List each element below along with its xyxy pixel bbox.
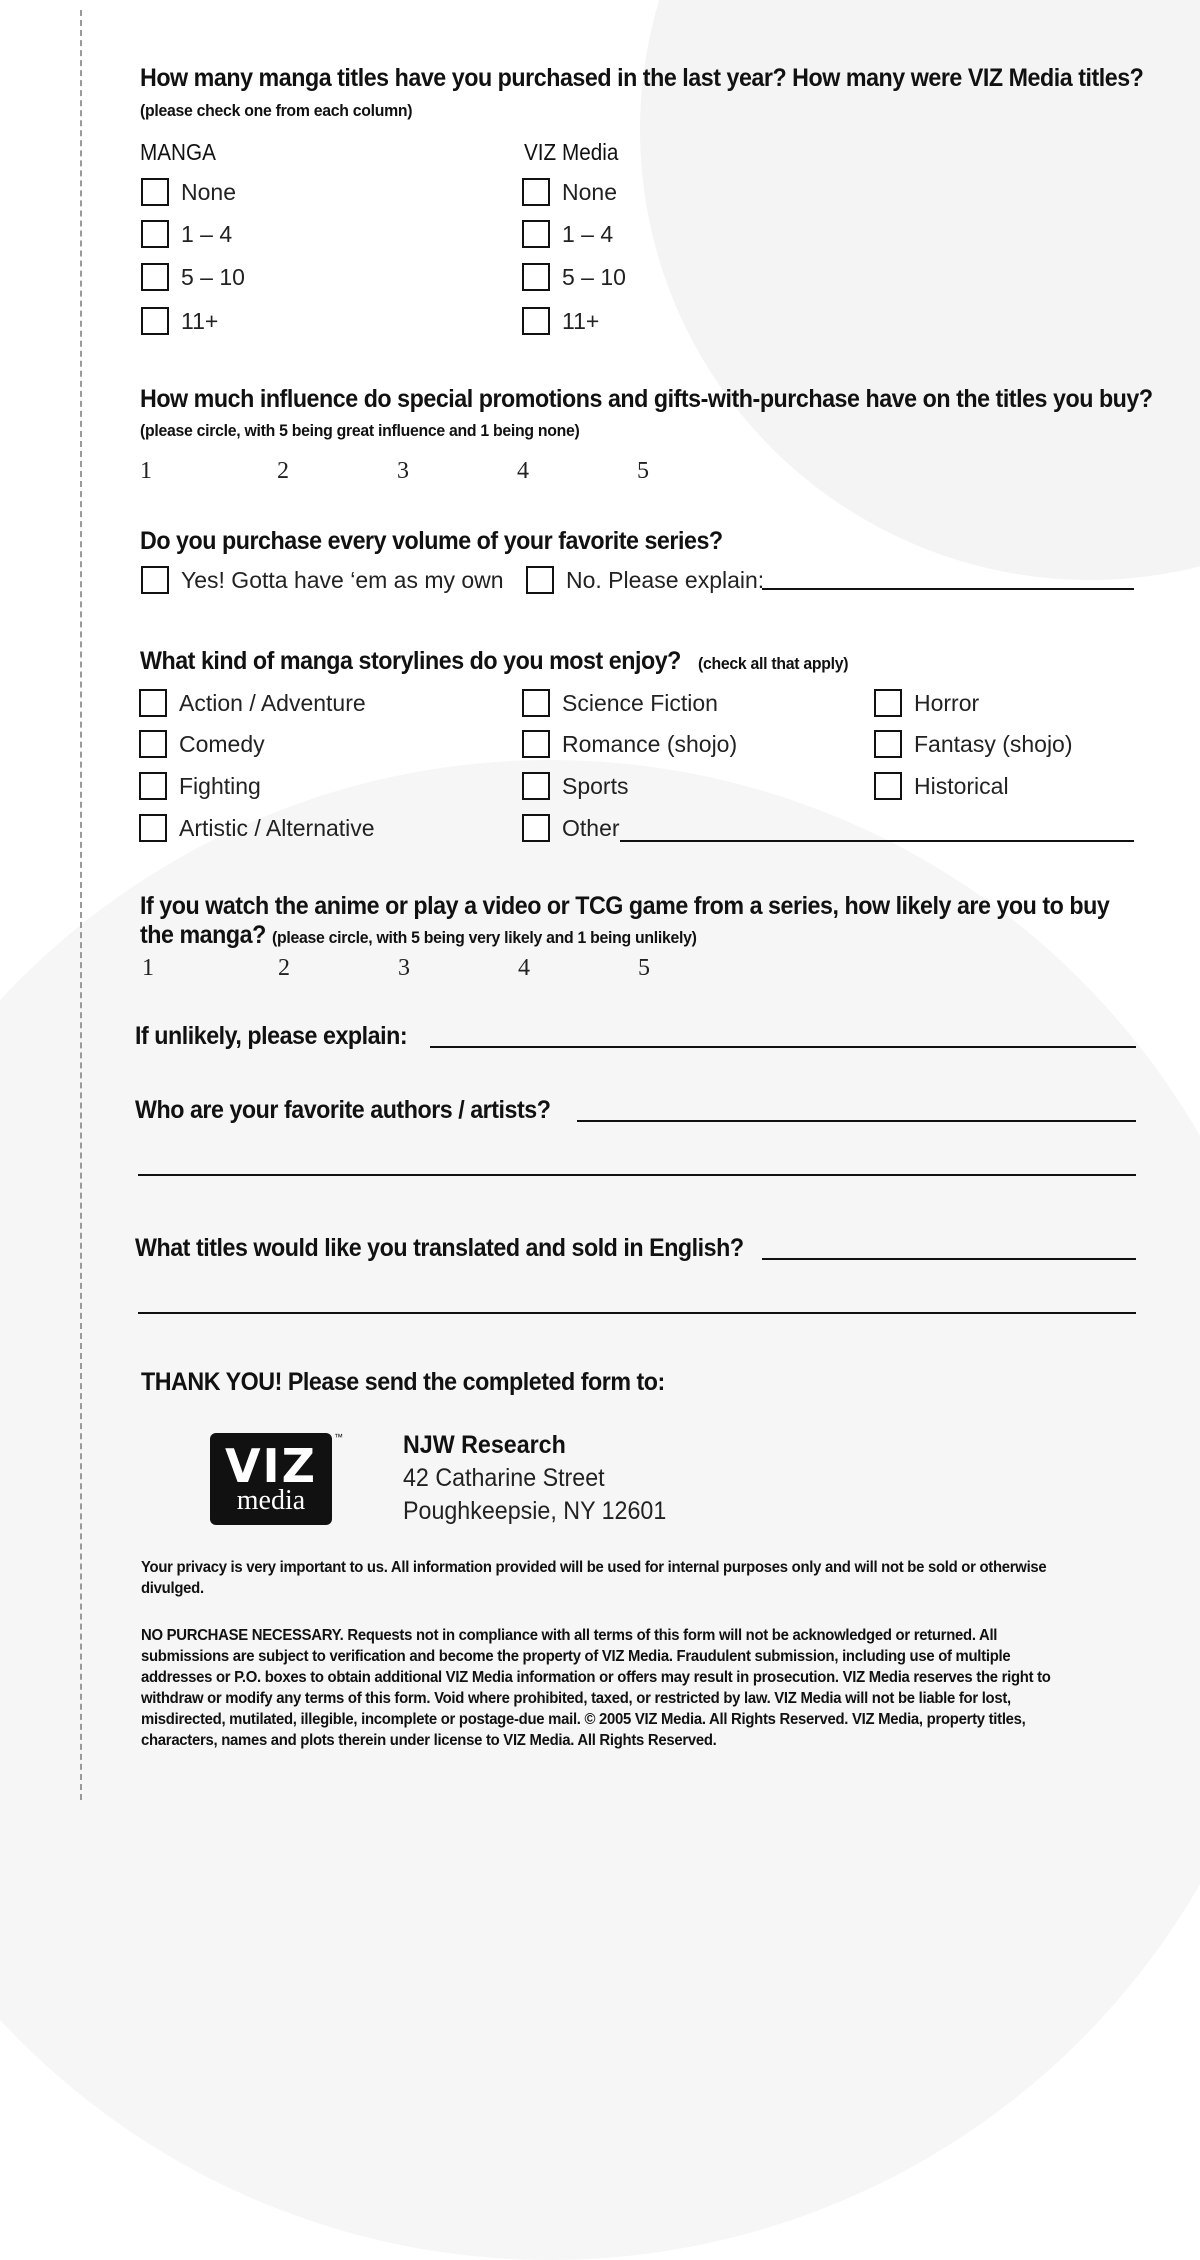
question-storylines-row <box>140 647 722 676</box>
checkbox[interactable] <box>141 566 169 594</box>
question-manga-purchases: How many manga titles have you purchased in the last year? How many were VIZ Media titles? <box>140 64 1144 92</box>
checkbox[interactable] <box>522 814 550 842</box>
viz-media-logo <box>210 1433 332 1525</box>
option-label: Other <box>562 814 620 841</box>
option-label: Comedy <box>179 730 265 757</box>
option-label: Action / Adventure <box>179 689 366 716</box>
question-instruction: (please circle, with 5 being very likely and 1 being unlikely) <box>272 928 697 947</box>
checkbox[interactable] <box>522 178 550 206</box>
option-label: Yes! Gotta have ‘em as my own <box>181 566 504 593</box>
column-header-manga: MANGA <box>140 139 216 165</box>
rating-option[interactable]: 3 <box>397 458 409 484</box>
question-every-volume: Do you purchase every volume of your favorite series? <box>140 527 723 555</box>
privacy-notice: Your privacy is very important to us. All information provided will be used for internal purposes only and will not be sold or otherwise divulged. <box>141 1559 1047 1597</box>
checkbox-option[interactable] <box>874 689 979 717</box>
checkbox-option-no[interactable] <box>526 566 764 594</box>
option-label: 5 – 10 <box>181 263 245 290</box>
checkbox[interactable] <box>522 772 550 800</box>
explain-input-line[interactable] <box>762 588 1134 590</box>
authors-input-line[interactable] <box>577 1120 1136 1122</box>
option-label: Romance (shojo) <box>562 730 738 757</box>
question-unlikely-explain: If unlikely, please explain: <box>135 1022 408 1050</box>
checkbox[interactable] <box>874 730 902 758</box>
option-label: Fighting <box>179 772 261 799</box>
checkbox-option[interactable] <box>139 814 375 842</box>
checkbox-option[interactable] <box>522 263 626 291</box>
checkbox-option[interactable] <box>522 772 628 800</box>
rating-option[interactable]: 4 <box>518 955 530 981</box>
checkbox-option[interactable] <box>139 772 261 800</box>
unlikely-input-line[interactable] <box>430 1046 1136 1048</box>
titles-input-line-2[interactable] <box>138 1312 1136 1314</box>
rating-option[interactable]: 1 <box>140 458 152 484</box>
question-favorite-authors: Who are your favorite authors / artists? <box>135 1096 551 1124</box>
question-anime-likelihood: If you watch the anime or play a video or TCG game from a series, how likely are you to buy <box>140 892 1110 920</box>
option-label: 11+ <box>562 307 600 334</box>
rating-option[interactable]: 5 <box>638 955 650 981</box>
titles-input-line[interactable] <box>762 1258 1136 1260</box>
question-instruction: (please circle, with 5 being great influence and 1 being none) <box>140 421 580 440</box>
checkbox[interactable] <box>139 689 167 717</box>
checkbox[interactable] <box>139 814 167 842</box>
rating-option[interactable]: 2 <box>277 458 289 484</box>
perforation-line <box>80 10 82 1800</box>
option-label: 11+ <box>181 307 219 334</box>
mailing-city: Poughkeepsie, NY 12601 <box>403 1497 667 1525</box>
rating-option[interactable]: 4 <box>517 458 529 484</box>
checkbox[interactable] <box>526 566 554 594</box>
checkbox[interactable] <box>141 178 169 206</box>
rating-option[interactable]: 5 <box>637 458 649 484</box>
logo-text: VIZ <box>224 1439 318 1493</box>
question-storylines: What kind of manga storylines do you most enjoy? <box>140 647 681 675</box>
checkbox[interactable] <box>522 307 550 335</box>
option-label: No. Please explain: <box>566 566 765 593</box>
checkbox[interactable] <box>139 730 167 758</box>
checkbox-option[interactable] <box>139 689 366 717</box>
option-label: None <box>562 178 617 205</box>
checkbox[interactable] <box>874 772 902 800</box>
checkbox-option[interactable] <box>522 814 620 842</box>
option-label: 1 – 4 <box>562 220 614 247</box>
checkbox[interactable] <box>874 689 902 717</box>
checkbox-option[interactable] <box>522 307 599 335</box>
option-label: 5 – 10 <box>562 263 626 290</box>
rating-option[interactable]: 3 <box>398 955 410 981</box>
checkbox-option[interactable] <box>141 307 218 335</box>
option-label: Horror <box>914 689 980 716</box>
option-label: 1 – 4 <box>181 220 233 247</box>
other-input-line[interactable] <box>620 840 1134 842</box>
question-instruction: (check all that apply) <box>698 654 849 673</box>
logo-subtext: media <box>236 1485 306 1516</box>
checkbox-option-yes[interactable] <box>141 566 504 594</box>
checkbox-option[interactable] <box>141 220 232 248</box>
mailing-company: NJW Research <box>403 1431 566 1459</box>
checkbox-option[interactable] <box>522 730 737 758</box>
checkbox-option[interactable] <box>139 730 265 758</box>
thank-you-heading: THANK YOU! Please send the completed form to: <box>141 1368 665 1396</box>
checkbox[interactable] <box>522 220 550 248</box>
question-promotions: How much influence do special promotions and gifts-with-purchase have on the titles you buy? <box>140 385 1153 413</box>
option-label: Artistic / Alternative <box>179 814 375 841</box>
checkbox[interactable] <box>522 263 550 291</box>
legal-terms: NO PURCHASE NECESSARY. Requests not in compliance with all terms of this form will not be acknowledged or returned. All submissions are subject to verification and become the property of VIZ Media. Fraudulent submission, including use of multiple addresses or P.O. boxes to obtain additional VIZ Media information or offers may result in prosecution. VIZ Media reserves the right to withdraw or modify any terms of this form. Void where prohibited, taxed, or restricted by law. VIZ Media will not be liable for lost, misdirected, mutilated, illegible, incomplete or postage-due mail. © 2005 VIZ Media. All Rights Reserved. VIZ Media, property titles, characters, names and plots therein under license to VIZ Media. All Rights Reserved. <box>141 1627 1051 1749</box>
checkbox-option[interactable] <box>522 178 617 206</box>
checkbox[interactable] <box>522 689 550 717</box>
checkbox[interactable] <box>141 263 169 291</box>
checkbox-option[interactable] <box>522 689 718 717</box>
checkbox-option[interactable] <box>522 220 613 248</box>
question-instruction: (please check one from each column) <box>140 101 413 120</box>
rating-option[interactable]: 1 <box>142 955 154 981</box>
mailing-street: 42 Catharine Street <box>403 1464 605 1492</box>
checkbox[interactable] <box>141 220 169 248</box>
option-label: Historical <box>914 772 1009 799</box>
checkbox-option[interactable] <box>141 178 236 206</box>
column-header-viz: VIZ Media <box>524 139 619 165</box>
question-anime-likelihood-cont: the manga? <box>140 921 266 949</box>
checkbox[interactable] <box>141 307 169 335</box>
checkbox[interactable] <box>522 730 550 758</box>
option-label: Fantasy (shojo) <box>914 730 1073 757</box>
option-label: Science Fiction <box>562 689 718 716</box>
checkbox-option[interactable] <box>141 263 245 291</box>
checkbox[interactable] <box>139 772 167 800</box>
trademark-symbol: ™ <box>334 1432 343 1442</box>
question-titles-translated: What titles would like you translated and sold in English? <box>135 1234 744 1262</box>
checkbox-option[interactable] <box>874 772 1009 800</box>
authors-input-line-2[interactable] <box>138 1174 1136 1176</box>
rating-option[interactable]: 2 <box>278 955 290 981</box>
option-label: None <box>181 178 236 205</box>
option-label: Sports <box>562 772 629 799</box>
checkbox-option[interactable] <box>874 730 1073 758</box>
